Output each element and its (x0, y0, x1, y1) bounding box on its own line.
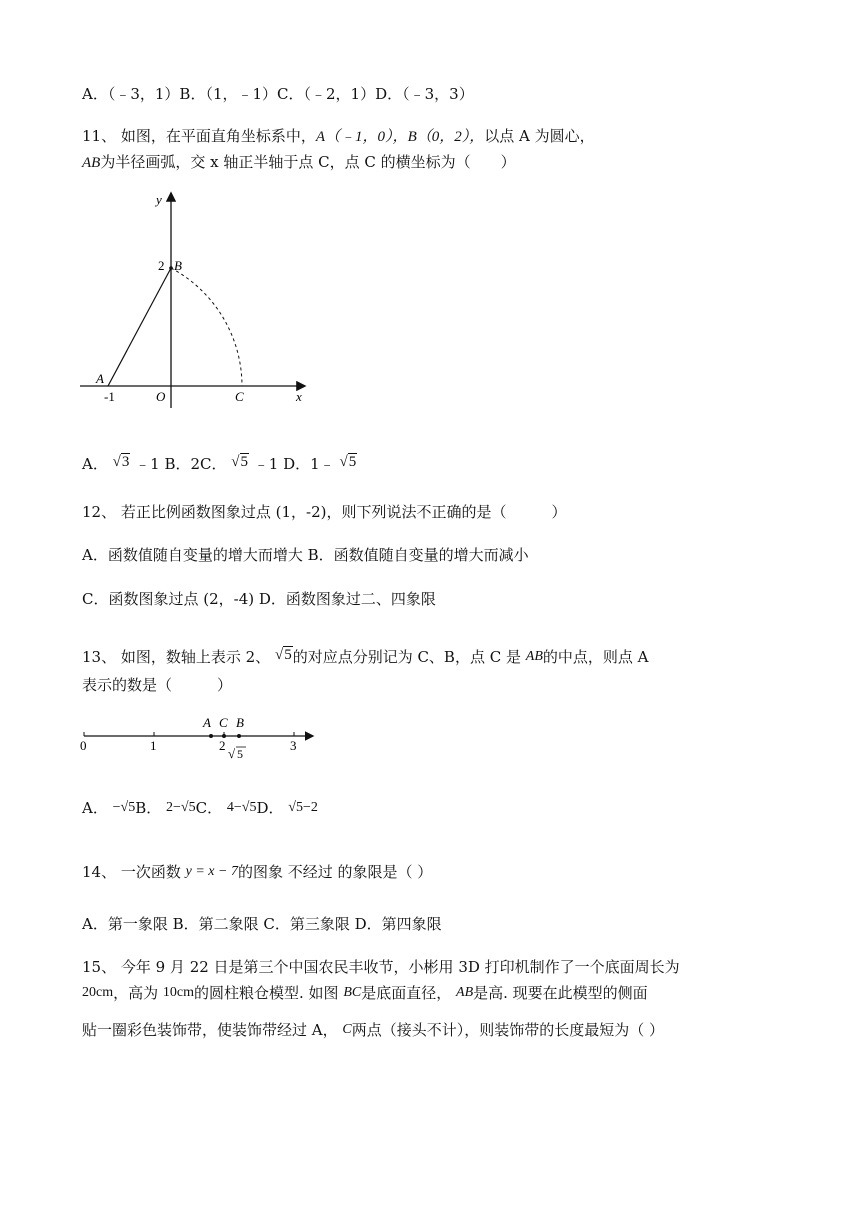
q11-label-2: 2 (158, 258, 165, 273)
q13-ab: AB (525, 649, 543, 664)
q11-opt-c-radicand: 5 (240, 454, 249, 470)
q13-opt-c-math: 4−√5 (226, 800, 257, 815)
q11-opt-a-prefix: A． (82, 455, 108, 473)
q13-opt-a-pre: A． (82, 799, 108, 817)
q15-circumference: 20cm (82, 985, 114, 1000)
q13-opt-b-math: 2−√5 (166, 800, 196, 815)
q15-height: 10cm (162, 985, 195, 1000)
q11-line2 (82, 152, 516, 173)
q11-point-a: A（﹣1，0）， (315, 129, 408, 145)
q15-l2-b: ，高为 (113, 984, 159, 1002)
q11-point-b: B（0，2）， (407, 129, 485, 145)
q13-opt-d-pre: D． (256, 799, 284, 817)
q13-sqrt5-symbol: √ (228, 746, 236, 761)
q14-pre: 14、 一次函数 (82, 863, 181, 881)
q15-ab: AB (456, 985, 474, 1000)
q11-opt-d-radicand: 5 (348, 454, 357, 470)
q13-opt-c-pre: C． (195, 799, 223, 817)
q11-opt-a-radicand: 3 (121, 454, 130, 470)
q15-l2-d: 的圆柱粮仓模型. 如图 (194, 984, 339, 1002)
q11-figure (72, 182, 322, 412)
q11-line2-text: 为半径画弧，交 x 轴正半轴于点 C，点 C 的横坐标为（ ） (100, 153, 516, 171)
q11-opt-a-suffix: ﹣1 B．2C． (135, 455, 227, 473)
q13-sqrt5-radicand: 5 (237, 747, 243, 761)
q13-sqrt: √5 (274, 647, 292, 663)
q11-ab: AB (82, 155, 101, 171)
q13-label-b: B (236, 715, 244, 730)
q11-point-b-dot (169, 266, 173, 270)
q13-mid: 的对应点分别记为 C、B，点 C 是 (292, 648, 521, 666)
q10-options: A．（﹣3，1）B．（1，﹣1）C．（﹣2，1）D．（﹣3，3） (82, 85, 474, 103)
q14-question (82, 862, 432, 882)
q13-tick-label-1: 1 (150, 738, 157, 753)
q11-segment-ab (108, 268, 171, 386)
q11-opt-d-sqrt: √5 (339, 454, 357, 470)
q11-text-pre: 如图，在平面直角坐标系中， (120, 127, 316, 145)
q13-label-c: C (219, 715, 228, 730)
q13-opt-b-pre: B． (135, 799, 162, 817)
q12-options-2: C．函数图象过点 (2，-4) D．函数图象过二、四象限 (82, 590, 436, 608)
q11-options (82, 452, 357, 474)
q13-pre: 13、 如图，数轴上表示 2、 (82, 648, 271, 666)
q13-options (82, 798, 318, 818)
q13-opt-d-math: √5−2 (288, 800, 318, 815)
q14-options: A．第一象限 B．第二象限 C．第三象限 D．第四象限 (82, 915, 442, 933)
q15-line3 (82, 1020, 664, 1040)
q13-dot-a (209, 734, 213, 738)
q11-label-c: C (235, 389, 244, 404)
q11-label-x: x (296, 389, 302, 404)
q15-line2 (82, 983, 648, 1003)
q11-arc-bc (171, 268, 242, 386)
q14-formula: y = x − 7 (185, 864, 238, 879)
q15-line1: 15、 今年 9 月 22 日是第三个中国农民丰收节，小彬用 3D 打印机制作了一个底面周长为 (82, 958, 680, 976)
q13-tick-label-0: 0 (80, 738, 87, 753)
q11-label-o: O (156, 389, 166, 404)
q15-l3-a: 贴一圈彩色装饰带，使装饰带经过 A， (82, 1021, 338, 1039)
q15-l3-c: 两点（接头不计），则装饰带的长度最短为（ ） (351, 1021, 665, 1039)
q13-dot-b (237, 734, 241, 738)
q13-line2: 表示的数是（ ） (82, 676, 233, 694)
q15-bc: BC (343, 985, 362, 1000)
q13-post: 的中点，则点 A (542, 648, 649, 666)
q11-number: 11、 (82, 127, 117, 145)
q12-question: 12、 若正比例函数图象过点 (1，-2)，则下列说法不正确的是（ ） (82, 503, 567, 521)
q11-text-post: 以点 A 为圆心， (484, 127, 595, 145)
q11-opt-c-sqrt: √5 (231, 454, 249, 470)
q13-opt-a-math: −√5 (112, 800, 136, 815)
q13-line1 (82, 645, 648, 667)
q13-tick-label-3: 3 (290, 738, 297, 753)
q11-line1 (82, 126, 595, 147)
q13-radicand: 5 (284, 647, 292, 663)
q15-l2-h: 是高. 现要在此模型的侧面 (473, 984, 648, 1002)
q11-label-y: y (156, 192, 162, 207)
q11-label-neg1: -1 (104, 389, 115, 404)
q11-opt-a-sqrt: √3 (112, 454, 130, 470)
q14-post: 的图象 不经过 的象限是（ ） (237, 863, 433, 881)
q13-label-a: A (203, 715, 211, 730)
q11-label-b: B (174, 258, 182, 273)
q13-number-line (76, 712, 326, 764)
q11-opt-c-suffix: ﹣1 D．1﹣ (253, 455, 335, 473)
q13-tick-label-2: 2 (219, 738, 226, 753)
q15-c: C (342, 1022, 352, 1037)
q12-options-1: A．函数值随自变量的增大而增大 B．函数值随自变量的增大而减小 (82, 546, 529, 564)
q15-l2-f: 是底面直径， (361, 984, 452, 1002)
q11-label-a: A (96, 371, 104, 386)
